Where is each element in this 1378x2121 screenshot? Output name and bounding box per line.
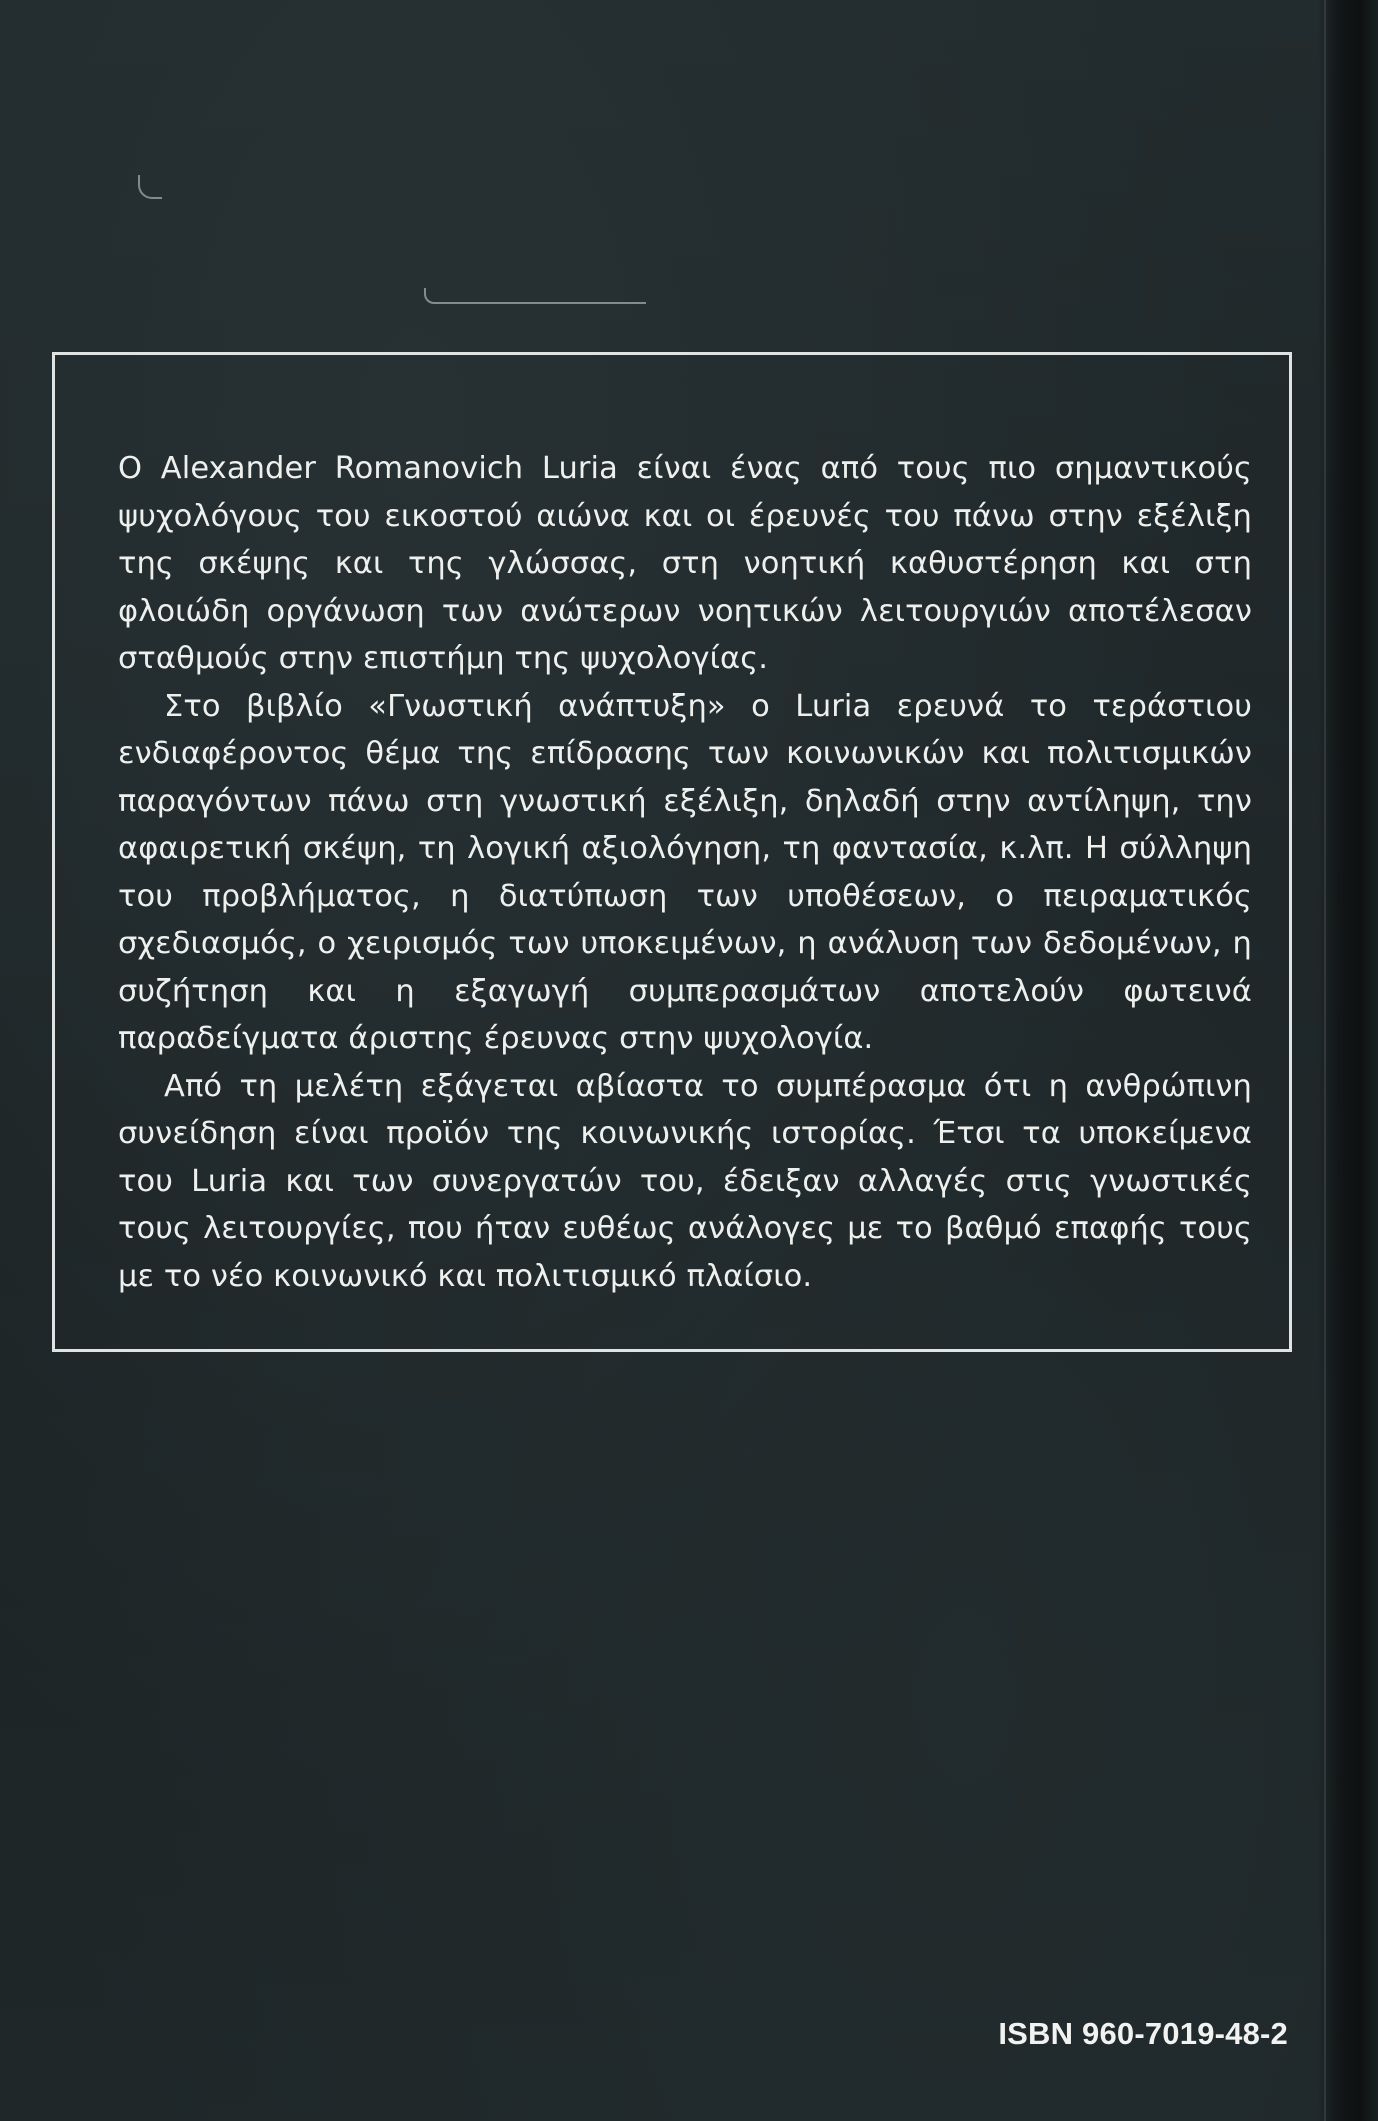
isbn-number: ISBN 960-7019-48-2: [998, 2016, 1288, 2051]
blurb-text: [118, 445, 1252, 1300]
scratch-mark: [138, 175, 162, 199]
blurb-paragraph: Ο Alexander Romanovich Luria είναι ένας από τους πιο σημαντικούς ψυχολόγους του εικοστού αιώνα και οι έρευνές του πάνω στην εξέλιξη της σκέψης και της γλώσσας, στη νοητική καθυστέρηση και στη φλοιώδη οργάνωση των ανώτερων νοητικών λειτουργιών αποτέλεσαν σταθμούς στην επιστήμη της ψυχολογίας.: [118, 451, 1252, 676]
blurb-paragraph: Από τη μελέτη εξάγεται αβίαστα το συμπέρασμα ότι η ανθρώπινη συνείδηση είναι προϊόν της κοινωνικής ιστορίας. Έτσι τα υποκείμενα του Luria και των συνεργατών του, έδειξαν αλλαγές στις γνωστικές τους λειτουργίες, που ήταν ευθέως ανάλογες με το βαθμό επαφής τους με το νέο κοινωνικό και πολιτισμικό πλαίσιο.: [118, 1068, 1252, 1294]
blurb-paragraph: Στο βιβλίο «Γνωστική ανάπτυξη» ο Luria ερευνά το τεράστιου ενδιαφέροντος θέμα της επίδρασης των κοινωνικών και πολιτισμικών παραγόντων πάνω στη γνωστική εξέλιξη, δηλαδή στην αντίληψη, την αφαιρετική σκέψη, τη λογική αξιολόγηση, τη φαντασία, κ.λπ. Η σύλληψη του προβλήματος, η διατύπωση των υποθέσεων, ο πειραματικός σχεδιασμός, ο χειρισμός των υποκειμένων, η ανάλυση των δεδομένων, η συζήτηση και η εξαγωγή συμπερασμάτων αποτελούν φωτεινά παραδείγματα άριστης έρευνας στην ψυχολογία.: [118, 688, 1252, 1056]
spine-edge: [1318, 0, 1378, 2121]
scratch-mark: [424, 288, 646, 304]
spine-crease: [1324, 0, 1326, 2121]
